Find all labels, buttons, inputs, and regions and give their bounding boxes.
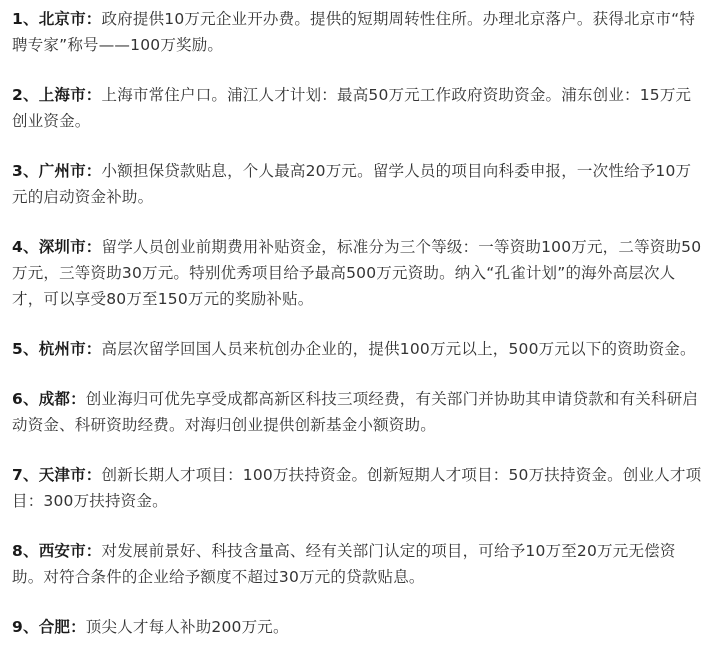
- city-name: 成都：: [38, 390, 86, 408]
- item-number: 9、: [12, 618, 39, 636]
- city-name: 深圳市：: [38, 238, 102, 256]
- policy-description: 创业海归可优先享受成都高新区科技三项经费，有关部门并协助其申请贷款和有关科研启动资金、科研资助经费。对海归创业提供创新基金小额资助。: [12, 390, 699, 434]
- city-name: 西安市：: [38, 542, 102, 560]
- city-name: 广州市：: [38, 162, 102, 180]
- policy-description: 上海市常住户口。浦江人才计划：最高50万元工作政府资助资金。浦东创业：15万元创业资金。: [12, 86, 692, 130]
- policy-description: 对发展前景好、科技含量高、经有关部门认定的项目，可给予10万至20万元无偿资助。对符合条件的企业给予额度不超过30万元的贷款贴息。: [12, 542, 676, 586]
- city-name: 上海市：: [38, 86, 102, 104]
- city-name: 合肥：: [38, 618, 86, 636]
- policy-item-hangzhou: [12, 336, 706, 362]
- item-number: 2、: [12, 86, 39, 104]
- policy-description: 留学人员创业前期费用补贴资金，标准分为三个等级：一等资助100万元，二等资助50万元，三等资助30万元。特别优秀项目给予最高500万元资助。纳入“孔雀计划”的海外高层次人才，可以享受80万至150万元的奖励补贴。: [12, 238, 702, 308]
- policy-description: 高层次留学回国人员来杭创办企业的，提供100万元以上，500万元以下的资助资金。: [101, 340, 696, 358]
- item-number: 4、: [12, 238, 39, 256]
- policy-description: 政府提供10万元企业开办费。提供的短期周转性住所。办理北京落户。获得北京市“特聘专家”称号——100万奖励。: [12, 10, 696, 54]
- policy-item-shanghai: [12, 82, 706, 134]
- policy-description: 创新长期人才项目：100万扶持资金。创新短期人才项目：50万扶持资金。创业人才项目：300万扶持资金。: [12, 466, 702, 510]
- policy-item-guangzhou: [12, 158, 706, 210]
- policy-item-xian: [12, 538, 706, 590]
- item-number: 6、: [12, 390, 39, 408]
- policy-description: 顶尖人才每人补助200万元。: [85, 618, 289, 636]
- policy-item-shenzhen: [12, 234, 706, 312]
- policy-description: 小额担保贷款贴息，个人最高20万元。留学人员的项目向科委申报，一次性给予10万元的启动资金补助。: [12, 162, 692, 206]
- item-number: 5、: [12, 340, 39, 358]
- city-name: 天津市：: [38, 466, 102, 484]
- policy-item-chengdu: [12, 386, 706, 438]
- item-number: 1、: [12, 10, 39, 28]
- item-number: 3、: [12, 162, 39, 180]
- item-number: 8、: [12, 542, 39, 560]
- city-name: 杭州市：: [38, 340, 102, 358]
- policy-item-tianjin: [12, 462, 706, 514]
- item-number: 7、: [12, 466, 39, 484]
- city-name: 北京市：: [38, 10, 102, 28]
- policy-item-hefei: [12, 614, 706, 640]
- policy-item-beijing: [12, 6, 706, 58]
